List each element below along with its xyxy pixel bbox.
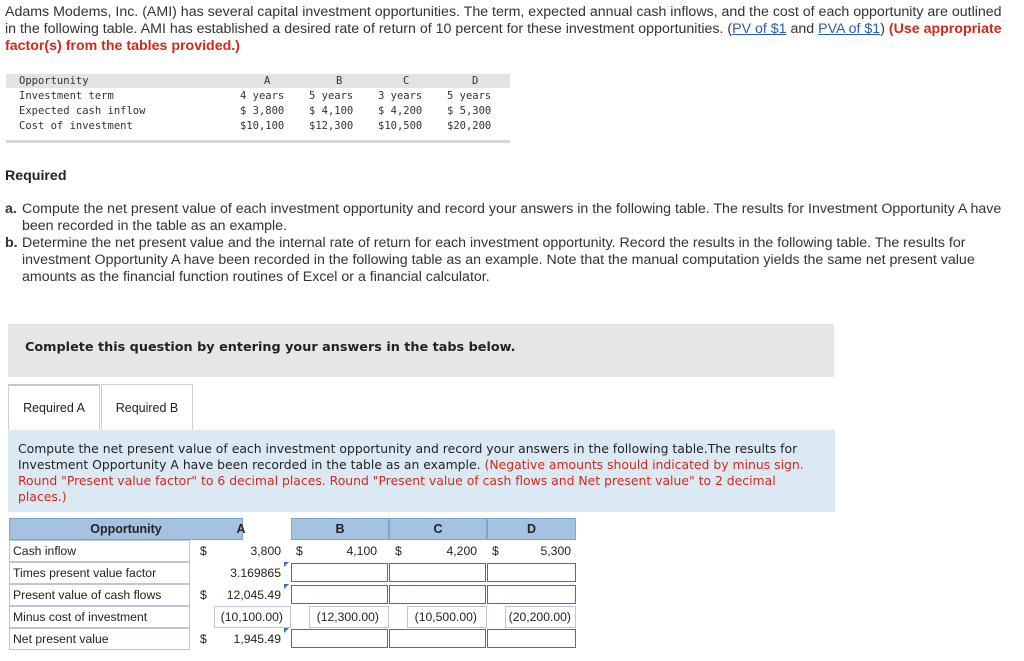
cash-inflow-b: 4,100 <box>346 544 377 558</box>
col-header-b: B <box>336 75 343 87</box>
cost-investment-c: (10,500.00) <box>414 610 477 624</box>
answer-col-c: C <box>389 518 487 540</box>
panel-text <box>18 441 828 505</box>
tab-required-a[interactable]: Required A <box>8 384 100 430</box>
item-b-label: b. <box>5 235 18 251</box>
table-bottom-bar <box>6 140 510 143</box>
cash-inflow-a: 3,800 <box>250 544 281 558</box>
pva-of-1-link[interactable]: PVA of $1 <box>818 21 881 37</box>
term-d: 5 years <box>447 90 492 102</box>
row-label-cost-investment: Minus cost of investment <box>9 606 190 628</box>
tab-panel-instructions <box>8 430 835 512</box>
term-c: 3 years <box>378 90 423 102</box>
required-heading: Required <box>5 168 67 184</box>
row-label-pv-cash-flows: Present value of cash flows <box>9 584 190 606</box>
cost-a: $10,100 <box>240 120 285 132</box>
inflow-c: $ 4,200 <box>378 105 423 117</box>
intro-text: Adams Modems, Inc. (AMI) has several capital investment opportunities. The term, expected annual cash inflows, and the cost of each opportunity are outlined in the following table. AMI has established a desired rate of return of 10 percent for these investment opportunities. ( <box>5 4 1002 37</box>
row-label-term: Investment term <box>19 90 114 102</box>
pv-cash-flows-b-input[interactable] <box>291 585 388 604</box>
item-b-text: Determine the net present value and the internal rate of return for each investment opportunity. Record the results in the following table. The results for investment Opportunity A have been recorded in the following table as an example. Note that the manual computation yields the same net present value amounts as the financial function routines of Excel or a financial calculator. <box>22 235 975 285</box>
npv-d-input[interactable] <box>487 629 576 648</box>
pv-of-1-link[interactable]: PV of $1 <box>732 21 787 37</box>
row-label-cost: Cost of investment <box>19 120 133 132</box>
answer-col-a: A <box>236 522 246 536</box>
instruction-text: Complete this question by entering your answers in the tabs below. <box>25 340 516 355</box>
cash-inflow-dollar-c: $ <box>395 544 402 558</box>
col-header-a: A <box>264 75 271 87</box>
npv-b-input[interactable] <box>291 629 388 648</box>
pv-cash-flows-d-input[interactable] <box>487 585 576 604</box>
pv-factor-c-input[interactable] <box>389 563 486 582</box>
answer-col-d: D <box>487 518 576 540</box>
npv-a: 1,945.49 <box>233 632 281 646</box>
intro-close: ) <box>880 21 889 37</box>
input-marker-icon <box>284 562 289 567</box>
problem-intro <box>5 4 1005 55</box>
cost-d: $20,200 <box>447 120 492 132</box>
cost-c: $10,500 <box>378 120 423 132</box>
cost-investment-d: (20,200.00) <box>508 610 571 624</box>
pv-cash-flows-dollar-a: $ <box>200 588 207 602</box>
row-label-cash-inflow: Cash inflow <box>9 540 190 562</box>
cash-inflow-dollar-a: $ <box>200 544 207 558</box>
cash-inflow-d: 5,300 <box>540 544 571 558</box>
panel-main-text: Compute the net present value of each investment opportunity and record your answers in the following table.The results for Investment Opportunity A have been recorded in the table as an example. <box>18 441 798 472</box>
intro-and: and <box>786 21 819 37</box>
cash-inflow-dollar-b: $ <box>296 544 303 558</box>
inflow-b: $ 4,100 <box>309 105 354 117</box>
pv-cash-flows-c-input[interactable] <box>389 585 486 604</box>
pv-factor-a: 3.169865 <box>230 566 281 580</box>
answer-table <box>9 518 576 654</box>
term-a: 4 years <box>240 90 285 102</box>
instruction-box <box>8 324 834 377</box>
required-item-a <box>5 201 1005 235</box>
panel-rounding-note: (Negative amounts should indicated by minus sign. Round "Present value factor" to 6 decimal places. Round "Present value of cash flows and Net present value" to 2 decimal places.) <box>18 457 804 504</box>
row-label-pv-factor: Times present value factor <box>9 562 190 584</box>
pv-cash-flows-a: 12,045.49 <box>226 588 281 602</box>
tab-required-b[interactable]: Required B <box>101 384 193 430</box>
cost-b: $12,300 <box>309 120 354 132</box>
col-header-c: C <box>403 75 410 87</box>
npv-dollar-a: $ <box>200 632 207 646</box>
cost-investment-a: (10,100.00) <box>220 610 283 624</box>
table-header-label: Opportunity <box>19 75 89 87</box>
pv-factor-d-input[interactable] <box>487 563 576 582</box>
cash-inflow-dollar-d: $ <box>492 544 499 558</box>
row-label-npv: Net present value <box>9 628 190 650</box>
answer-header-opportunity: Opportunity <box>9 518 243 540</box>
required-item-b <box>5 235 1005 286</box>
cost-investment-b: (12,300.00) <box>316 610 379 624</box>
row-label-inflow: Expected cash inflow <box>19 105 146 117</box>
inflow-d: $ 5,300 <box>447 105 492 117</box>
pv-factor-b-input[interactable] <box>291 563 388 582</box>
required-items <box>5 201 1005 286</box>
answer-col-b: B <box>291 518 389 540</box>
item-a-label: a. <box>5 201 17 217</box>
term-b: 5 years <box>309 90 354 102</box>
input-marker-icon <box>284 584 289 589</box>
item-a-text: Compute the net present value of each investment opportunity and record your answers in the following table. The results for Investment Opportunity A have been recorded in the table as an example. <box>22 201 1002 234</box>
col-header-d: D <box>472 75 479 87</box>
intro-emphasis: (Use appropriate factor(s) from the tables provided.) <box>5 21 1002 54</box>
cash-inflow-c: 4,200 <box>446 544 477 558</box>
input-marker-icon <box>284 628 289 633</box>
npv-c-input[interactable] <box>389 629 486 648</box>
inflow-a: $ 3,800 <box>240 105 285 117</box>
